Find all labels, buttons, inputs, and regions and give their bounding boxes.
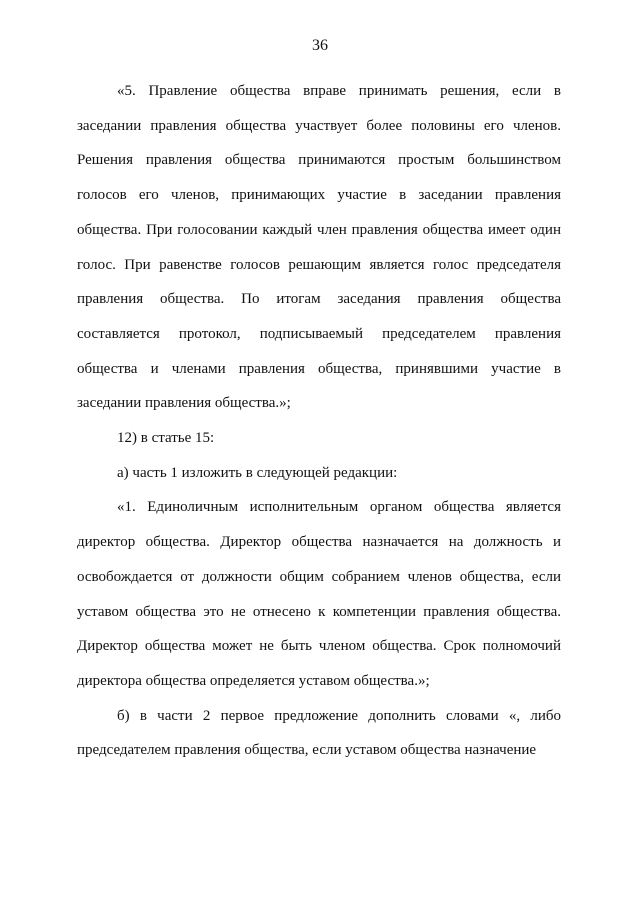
paragraph-item-12: 12) в статье 15: (117, 430, 215, 447)
paragraph-clause-5: «5. Правление общества вправе принимать решения, если в заседании правления общества участвует более половины его членов. Решения правления общества принимаются простым большинством голосов его членов, принимающих участие в заседании правления общества. При голосовании каждый член правления общества имеет один голос. При равенстве голосов решающим является голос председателя правления общества. По итогам заседания правления общества составляется протокол, подписываемый председателем правления общества и членами правления общества, принявшими участие в заседании правления общества.»; (77, 83, 561, 412)
paragraph-subitem-b: б) в части 2 первое предложение дополнить словами «, либо председателем правления общества, если уставом общества назначение (77, 707, 561, 759)
document-body (77, 74, 561, 768)
paragraph-subitem-a: а) часть 1 изложить в следующей редакции: (117, 464, 398, 481)
page-number: 36 (312, 37, 328, 54)
paragraph-clause-1: «1. Единоличным исполнительным органом общества является директор общества. Директор общества назначается на должность и освобождается от должности общим собранием членов общества, если уставом общества это не отнесено к компетенции правления общества. Директор общества может не быть членом общества. Срок полномочий директора общества определяется уставом общества.»; (77, 499, 561, 689)
